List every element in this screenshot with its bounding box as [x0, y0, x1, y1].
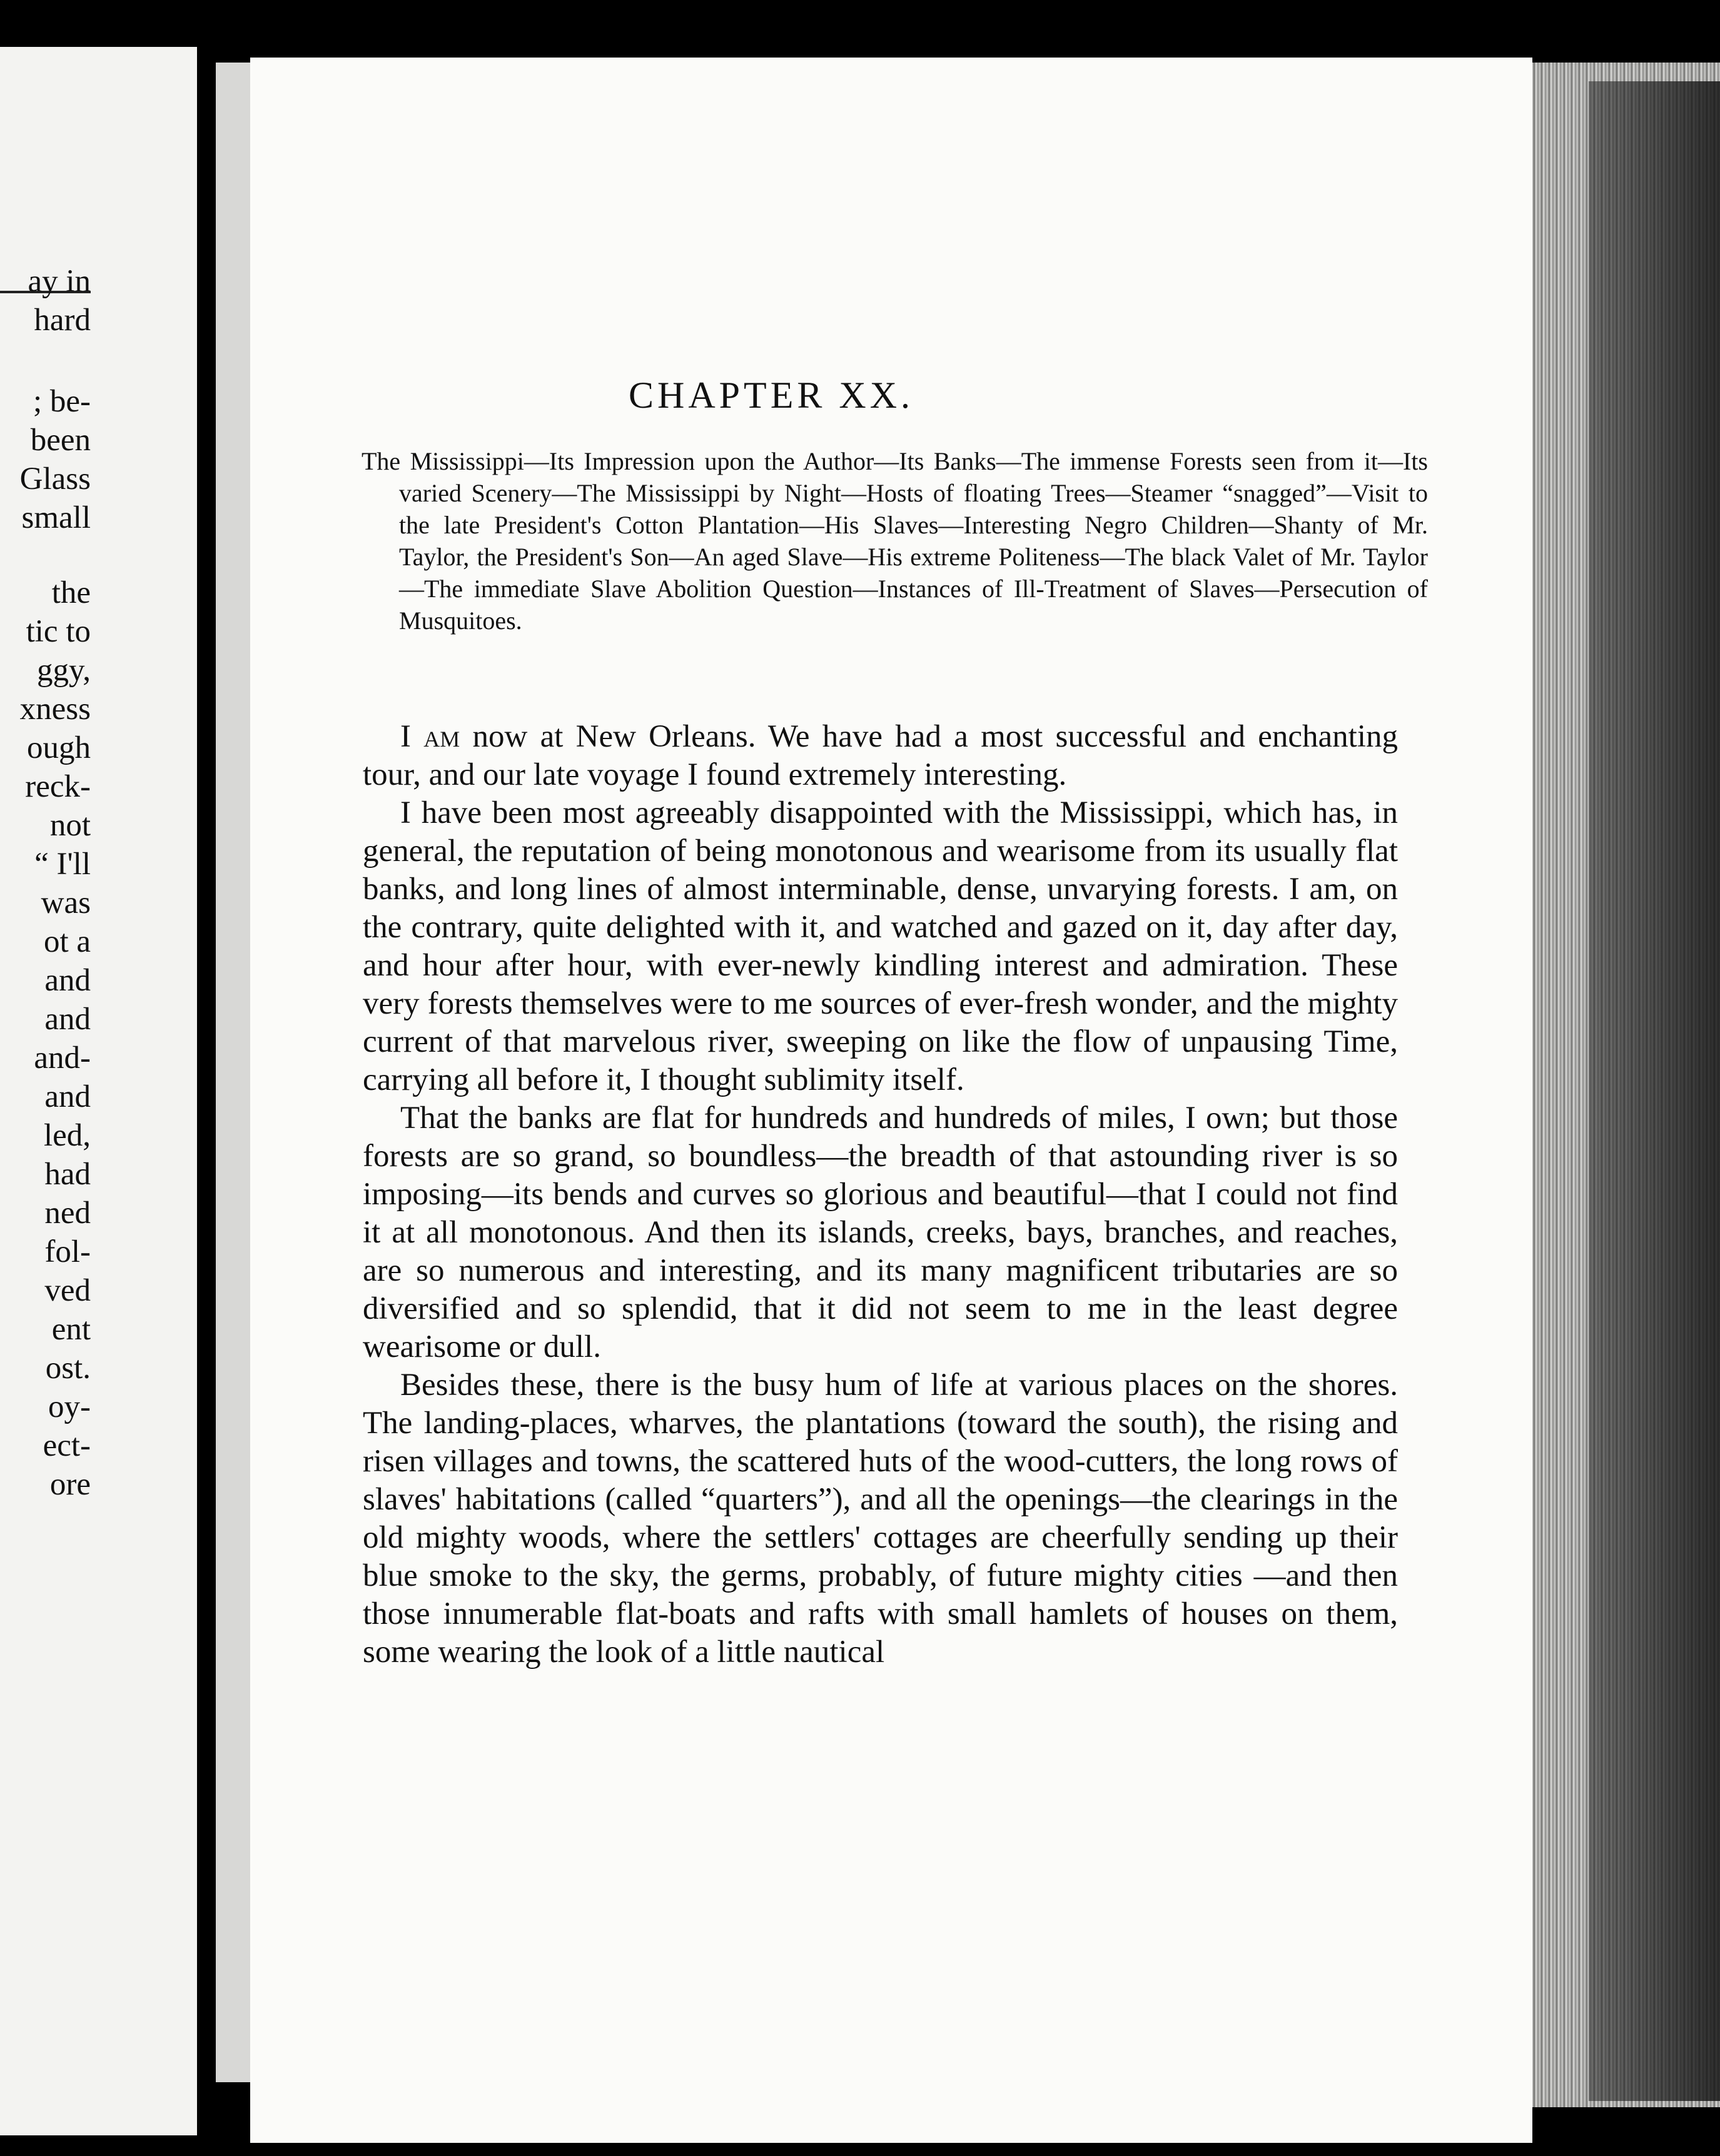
chapter-title: CHAPTER XX. [629, 375, 914, 416]
gutter-shadow [216, 63, 250, 2082]
facing-page-line: ay in [28, 264, 91, 299]
facing-page [0, 47, 197, 2135]
facing-page-line: xness [19, 692, 91, 727]
facing-page-line: tic to [26, 614, 91, 649]
facing-page-line: led, [43, 1118, 91, 1153]
facing-page-line: not [49, 808, 91, 843]
facing-page-line: oy- [48, 1389, 91, 1424]
facing-page-line: Glass [19, 461, 91, 496]
facing-page-line: been [30, 423, 91, 458]
facing-page-line: ved [44, 1273, 91, 1308]
facing-page-line: ore [49, 1467, 91, 1502]
paragraph-lead: I [400, 719, 411, 754]
facing-page-line: and- [34, 1040, 91, 1075]
facing-page-line: and [44, 963, 91, 998]
facing-page-line: ect- [43, 1428, 91, 1463]
facing-page-line: ot a [43, 924, 91, 959]
chapter-synopsis: The Mississippi—Its Impression upon the Author—Its Banks—The immense Forests seen from it—Its varied Scenery—The Mississippi by Night—Hosts of floating Trees—Steamer “snagged”—Visit to the late President's Cotton Plantation—His Slaves—Interesting Negro Children—Shanty of Mr. Taylor, the President's Son—An aged Slave—His extreme Politeness—The black Valet of Mr. Taylor—The immediate Slave Abolition Question—Instances of Ill-Treatment of Slaves—Persecution of Musquitoes. [362, 447, 1428, 635]
facing-page-line: was [41, 885, 91, 920]
facing-page-line: ; be- [33, 384, 91, 419]
page-edges-shadow [1589, 81, 1720, 2101]
chapter-body [363, 718, 1398, 1671]
facing-page-line: ent [51, 1312, 91, 1347]
facing-page-line: small [21, 500, 91, 535]
facing-page-line: ned [44, 1196, 91, 1231]
facing-page-line: the [51, 575, 91, 610]
facing-page-line: fol- [44, 1234, 91, 1269]
facing-page-line: ggy, [37, 653, 91, 688]
facing-page-line: ough [27, 730, 91, 765]
facing-page-line: “ I'll [34, 847, 91, 882]
facing-page-line: reck- [25, 769, 91, 804]
small-caps-word: am [423, 719, 460, 754]
paragraph [363, 718, 1398, 794]
facing-page-line: and [44, 1002, 91, 1037]
paragraph: I have been most agreeably disappointed with the Mississippi, which has, in general, the reputation of being monotonous and wearisome from its usually flat banks, and long lines of almost interminable, dense, unvarying forests. I am, on the contrary, quite delighted with it, and watched and gazed on it, day after day, and hour after hour, with ever-newly kindling interest and admiration. These very forests themselves were to me sources of ever-fresh wonder, and the mighty current of that marvelous river, sweeping on like the flow of unpausing Time, carrying all before it, I thought sublimity itself. [363, 795, 1398, 1097]
facing-page-line: hard [34, 303, 91, 338]
paragraph-text: now at New Orleans. We have had a most successful and enchanting tour, and our late voyage I found extremely interesting. [363, 719, 1398, 792]
paragraph: Besides these, there is the busy hum of life at various places on the shores. The landing-places, wharves, the plantations (toward the south), the rising and risen villages and towns, the scattered huts of the wood-cutters, the long rows of slaves' habitations (called “quarters”), and all the openings—the clearings in the old mighty woods, where the settlers' cottages are cheerfully sending up their blue smoke to the sky, the germs, probably, of future mighty cities —and then those innumerable flat-boats and rafts with small hamlets of houses on them, some wearing the look of a little nautical [363, 1368, 1398, 1670]
facing-page-line: and [44, 1079, 91, 1114]
facing-page-line: had [44, 1157, 91, 1192]
paragraph: That the banks are flat for hundreds and hundreds of miles, I own; but those forests are so grand, so boundless—the breadth of that astounding river is so imposing—its bends and curves so glorious and beautiful—that I could not find it at all monotonous. And then its islands, creeks, bays, branches, and reaches, are so numerous and interesting, and its many magnificent tributaries are so diversified and so splendid, that it did not seem to me in the least degree wearisome or dull. [363, 1101, 1398, 1364]
facing-page-line: ost. [45, 1351, 91, 1386]
